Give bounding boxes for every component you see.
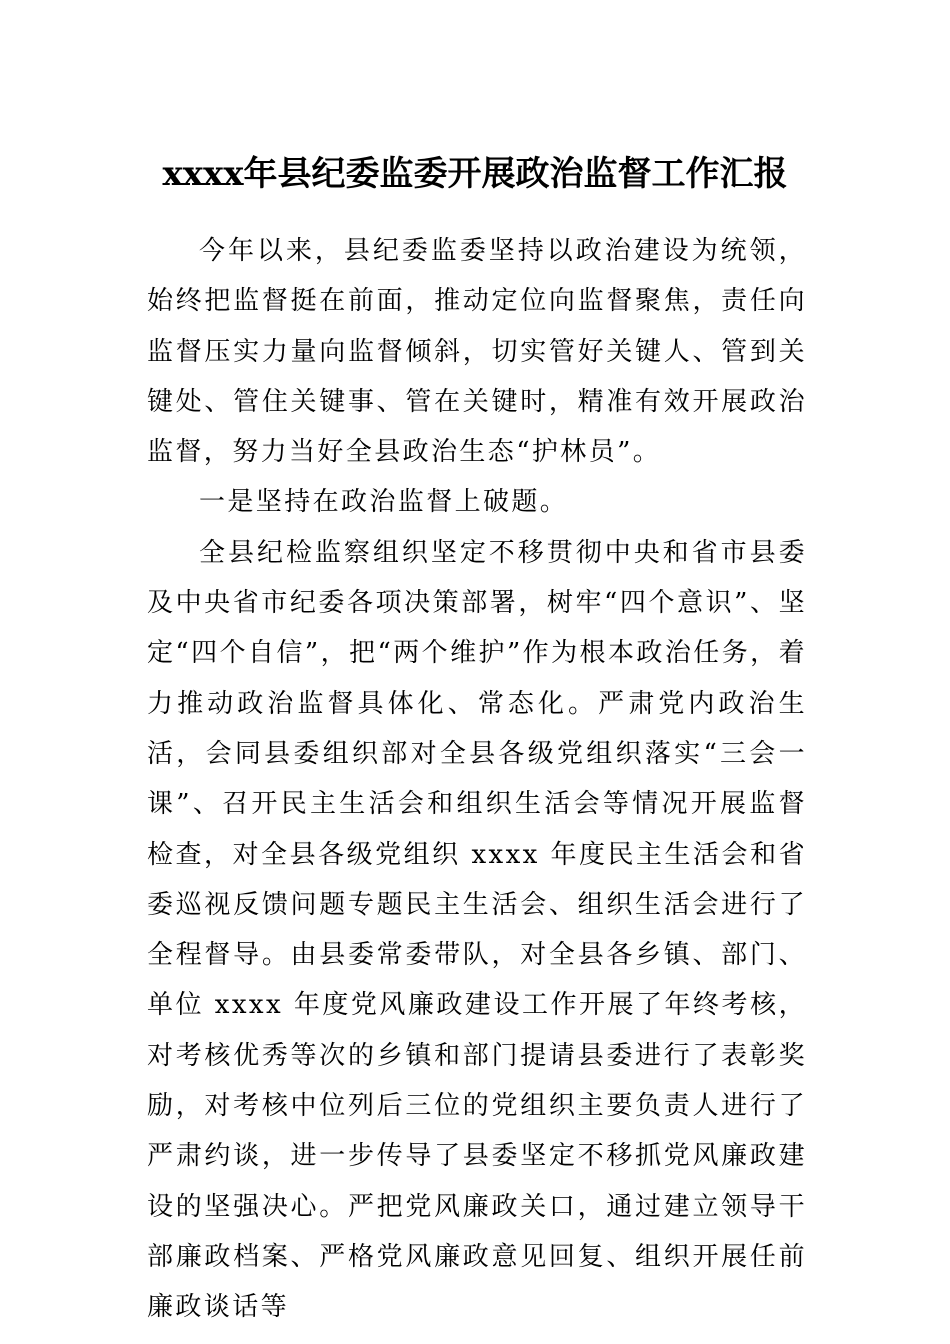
paragraph-section-heading: 一是坚持在政治监督上破题。 <box>199 487 569 518</box>
paragraph-intro: 今年以来，县纪委监委坚持以政治建设为统领，始终把监督挺在前面，推动定位向监督聚焦，责任向监督压实力量向监督倾斜，切实管好关键人、管到关键处、管住关键事、管在关键时，精准有效开展政治监督，努力当好全县政治生态“护林员”。 <box>147 236 807 468</box>
document-body <box>147 226 807 1333</box>
paragraph-section-body: 全县纪检监察组织坚定不移贯彻中央和省市县委及中央省市纪委各项决策部署，树牢“四个意识”、坚定“四个自信”，把“两个维护”作为根本政治任务，着力推动政治监督具体化、常态化。严肃党内政治生活，会同县委组织部对全县各级党组织落实“三会一课”、召开民主生活会和组织生活会等情况开展监督检查，对全县各级党组织 xxxx 年度民主生活会和省委巡视反馈问题专题民主生活会、组织生活会进行了全程督导。由县委常委带队，对全县各乡镇、部门、单位 xxxx 年度党风廉政建设工作开展了年终考核，对考核优秀等次的乡镇和部门提请县委进行了表彰奖励，对考核中位列后三位的党组织主要负责人进行了严肃约谈，进一步传导了县委坚定不移抓党风廉政建设的坚强决心。严把党风廉政关口，通过建立领导干部廉政档案、严格党风廉政意见回复、组织开展任前廉政谈话等 <box>147 537 807 1323</box>
document-title: xxxx年县纪委监委开展政治监督工作汇报 <box>162 154 788 194</box>
